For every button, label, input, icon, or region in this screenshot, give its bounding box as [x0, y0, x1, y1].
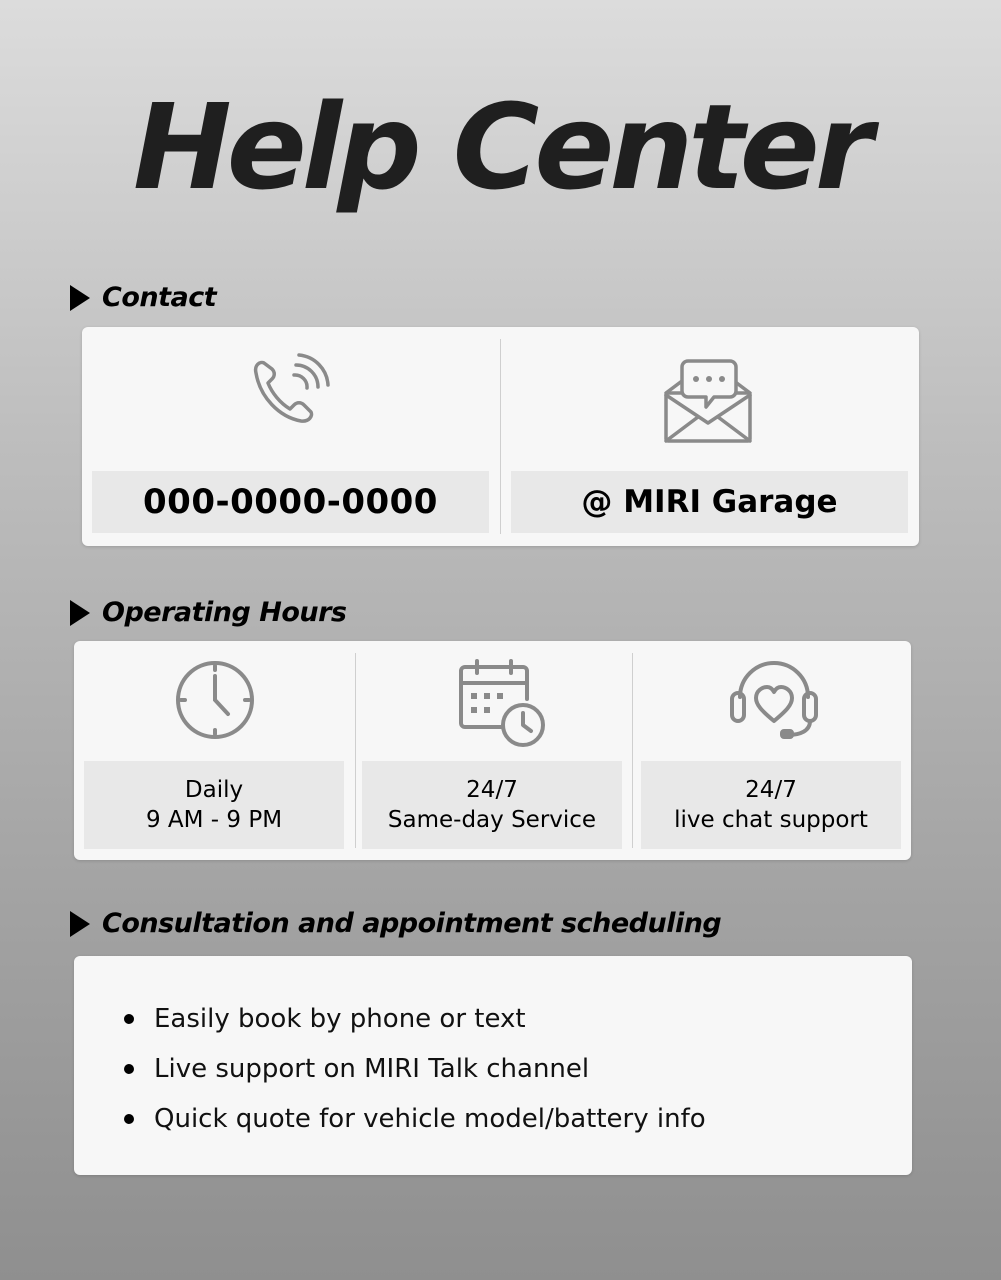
hours-section-heading: [70, 597, 347, 628]
consult-card: [74, 956, 912, 1175]
bullet-dot-icon: [124, 1014, 134, 1024]
clock-icon: [172, 657, 258, 743]
hours-item-live-chat: [641, 761, 901, 849]
consult-section-heading: [70, 908, 721, 939]
list-item: [124, 1044, 706, 1094]
divider: [355, 653, 356, 848]
list-item: [124, 1094, 706, 1144]
channel-box[interactable]: [511, 471, 908, 533]
triangle-bullet-icon: [70, 911, 90, 937]
page-title: Help Center: [132, 78, 869, 216]
hours-item-line1: 24/7: [745, 777, 797, 803]
hours-item-line1: Daily: [184, 777, 244, 803]
triangle-bullet-icon: [70, 285, 90, 311]
contact-section-heading: [70, 282, 216, 313]
consult-list: [124, 994, 706, 1144]
divider: [632, 653, 633, 848]
consult-heading-label: Consultation and appointment scheduling: [102, 908, 722, 939]
list-item-text: Live support on MIRI Talk channel: [154, 1054, 590, 1084]
triangle-bullet-icon: [70, 600, 90, 626]
hours-item-line1: 24/7: [466, 777, 518, 803]
contact-heading-label: Contact: [102, 282, 217, 313]
calendar-clock-icon: [457, 657, 547, 749]
channel-name: @ MIRI Garage: [581, 484, 838, 520]
hours-item-line2: live chat support: [674, 807, 868, 833]
list-item-text: Easily book by phone or text: [154, 1004, 526, 1034]
bullet-dot-icon: [124, 1114, 134, 1124]
bullet-dot-icon: [124, 1064, 134, 1074]
hours-item-daily: [84, 761, 344, 849]
list-item-text: Quick quote for vehicle model/battery info: [154, 1104, 706, 1134]
hours-heading-label: Operating Hours: [102, 597, 347, 628]
phone-number-box[interactable]: [92, 471, 489, 533]
hours-item-line2: 9 AM - 9 PM: [145, 807, 283, 833]
divider: [500, 339, 501, 534]
list-item: [124, 994, 706, 1044]
hours-item-same-day: [362, 761, 622, 849]
hours-item-line2: Same-day Service: [387, 807, 597, 833]
phone-number: 000-0000-0000: [143, 482, 438, 522]
contact-card: [82, 327, 919, 546]
envelope-chat-icon: [662, 351, 754, 443]
phone-ringing-icon: [244, 351, 336, 443]
hours-card: [74, 641, 911, 860]
headset-heart-icon: [726, 657, 822, 743]
